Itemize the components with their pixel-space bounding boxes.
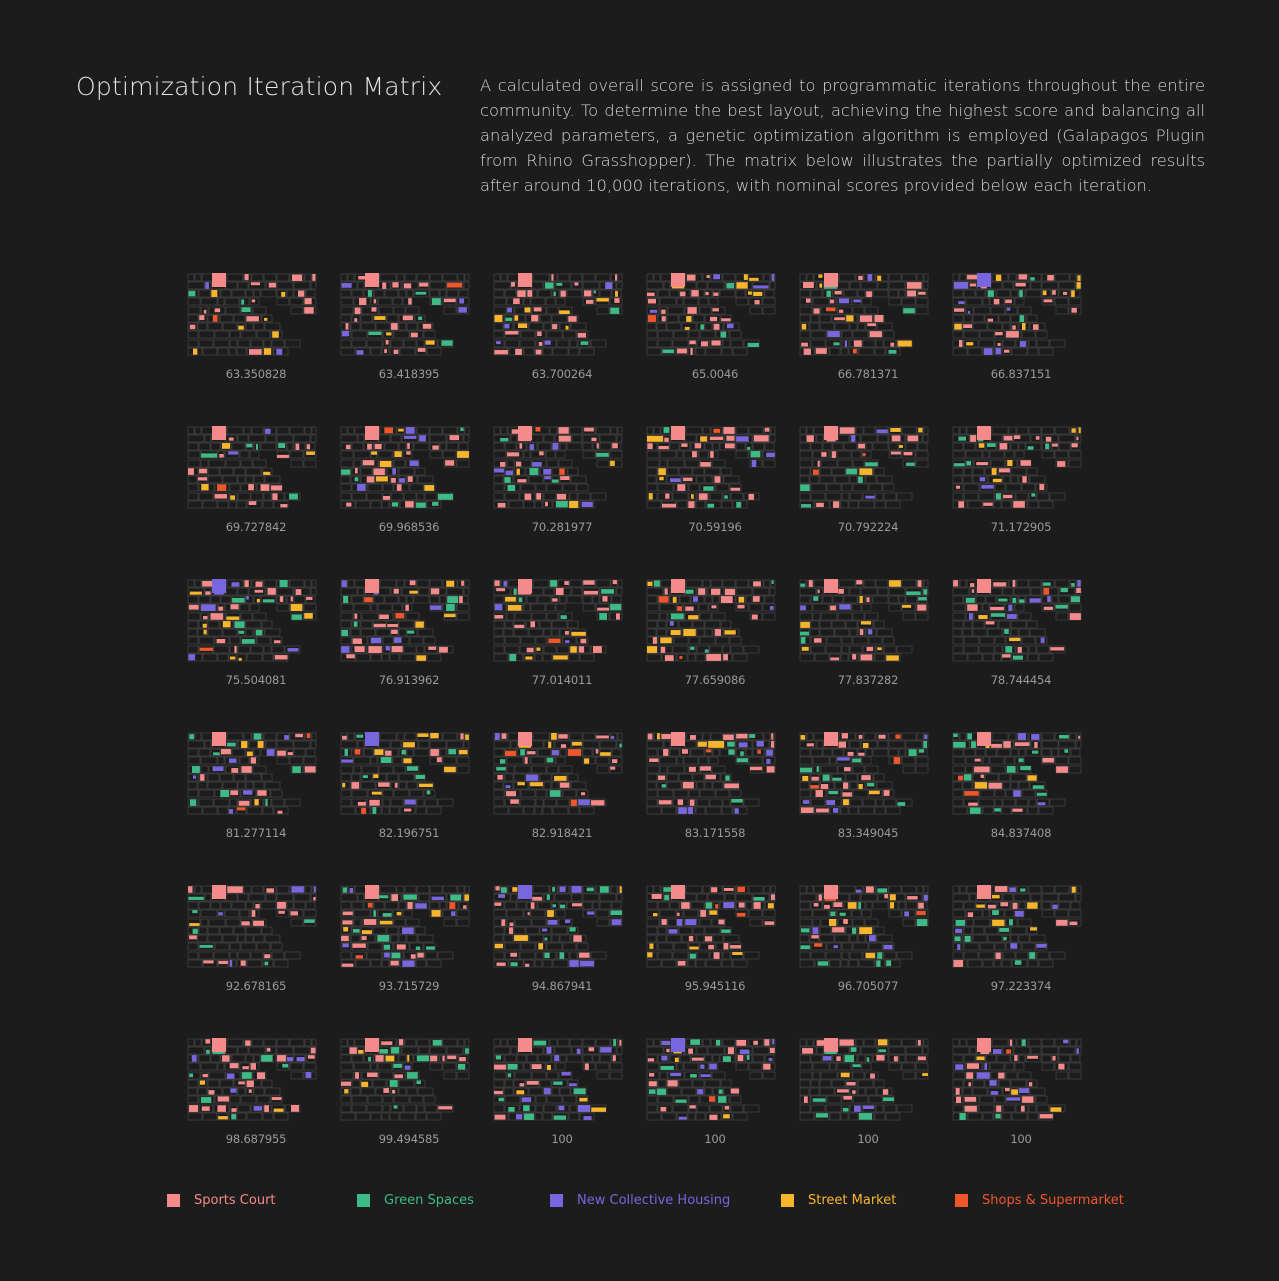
legend-label: Shops & Supermarket bbox=[982, 1193, 1124, 1208]
iteration-score: 77.659086 bbox=[684, 673, 746, 687]
site-plan-diagram bbox=[492, 882, 626, 974]
description: A calculated overall score is assigned to programmatic iterations throughout the entire community. To determine the best layout, achieving the highest score and balancing all analyzed parameters, a genetic optimization algorithm is employed (Galapagos Plugin from Rhino Grasshopper). The matrix below illustrates the partially optimized results after around 10,000 iterations, with nominal scores provided below each iteration. bbox=[480, 76, 1205, 195]
iteration-score: 70.281977 bbox=[531, 520, 593, 534]
site-plan-diagram bbox=[645, 729, 779, 821]
site-plan-diagram bbox=[645, 270, 779, 362]
site-plan-diagram bbox=[186, 423, 320, 515]
legend-label: New Collective Housing bbox=[577, 1193, 731, 1208]
iteration-score: 65.0046 bbox=[691, 367, 739, 381]
legend bbox=[167, 1193, 1167, 1213]
legend-item bbox=[781, 1193, 896, 1208]
site-plan-diagram bbox=[798, 882, 932, 974]
iteration-score: 99.494585 bbox=[378, 1132, 440, 1146]
legend-swatch bbox=[550, 1194, 563, 1207]
iteration-cell bbox=[645, 882, 785, 1000]
iteration-score: 95.945116 bbox=[684, 979, 746, 993]
iteration-score: 83.171558 bbox=[684, 826, 746, 840]
site-plan-diagram bbox=[186, 729, 320, 821]
site-plan-diagram bbox=[951, 423, 1085, 515]
site-plan-diagram bbox=[645, 576, 779, 668]
site-plan-diagram bbox=[186, 270, 320, 362]
legend-swatch bbox=[167, 1194, 180, 1207]
site-plan-diagram bbox=[186, 576, 320, 668]
site-plan-diagram bbox=[645, 1035, 779, 1127]
iteration-cell bbox=[798, 1035, 938, 1153]
site-plan-diagram bbox=[951, 882, 1085, 974]
iteration-cell bbox=[798, 729, 938, 847]
site-plan-diagram bbox=[798, 270, 932, 362]
iteration-score: 93.715729 bbox=[378, 979, 440, 993]
iteration-score: 63.350828 bbox=[225, 367, 287, 381]
iteration-score: 82.918421 bbox=[531, 826, 593, 840]
iteration-cell bbox=[951, 423, 1091, 541]
legend-label: Sports Court bbox=[194, 1193, 276, 1208]
iteration-score: 70.792224 bbox=[837, 520, 899, 534]
iteration-score: 100 bbox=[704, 1132, 726, 1146]
iteration-cell bbox=[798, 423, 938, 541]
legend-item bbox=[550, 1193, 730, 1208]
iteration-cell bbox=[492, 576, 632, 694]
legend-swatch bbox=[781, 1194, 794, 1207]
iteration-score: 77.837282 bbox=[837, 673, 899, 687]
legend-item bbox=[955, 1193, 1124, 1208]
site-plan-diagram bbox=[645, 423, 779, 515]
iteration-cell bbox=[645, 729, 785, 847]
iteration-cell bbox=[186, 270, 326, 388]
site-plan-diagram bbox=[186, 1035, 320, 1127]
legend-item bbox=[357, 1193, 474, 1208]
iteration-score: 100 bbox=[1010, 1132, 1032, 1146]
iteration-cell bbox=[186, 423, 326, 541]
iteration-matrix bbox=[186, 270, 1086, 1150]
iteration-score: 66.837151 bbox=[990, 367, 1052, 381]
legend-label: Green Spaces bbox=[384, 1193, 474, 1208]
site-plan-diagram bbox=[492, 729, 626, 821]
iteration-cell bbox=[492, 423, 632, 541]
iteration-cell bbox=[339, 270, 479, 388]
iteration-score: 96.705077 bbox=[837, 979, 899, 993]
site-plan-diagram bbox=[798, 1035, 932, 1127]
iteration-cell bbox=[492, 1035, 632, 1153]
site-plan-diagram bbox=[798, 729, 932, 821]
iteration-cell bbox=[951, 270, 1091, 388]
iteration-score: 63.700264 bbox=[531, 367, 593, 381]
site-plan-diagram bbox=[951, 1035, 1085, 1127]
site-plan-diagram bbox=[951, 729, 1085, 821]
legend-swatch bbox=[357, 1194, 370, 1207]
iteration-score: 76.913962 bbox=[378, 673, 440, 687]
site-plan-diagram bbox=[492, 1035, 626, 1127]
site-plan-diagram bbox=[339, 882, 473, 974]
iteration-score: 69.727842 bbox=[225, 520, 287, 534]
iteration-cell bbox=[951, 576, 1091, 694]
iteration-cell bbox=[186, 1035, 326, 1153]
iteration-cell bbox=[951, 729, 1091, 847]
legend-item bbox=[167, 1193, 276, 1208]
iteration-score: 97.223374 bbox=[990, 979, 1052, 993]
iteration-score: 69.968536 bbox=[378, 520, 440, 534]
site-plan-diagram bbox=[951, 270, 1085, 362]
iteration-cell bbox=[951, 882, 1091, 1000]
iteration-cell bbox=[186, 729, 326, 847]
iteration-score: 94.867941 bbox=[531, 979, 593, 993]
iteration-cell bbox=[645, 1035, 785, 1153]
iteration-score: 71.172905 bbox=[990, 520, 1052, 534]
iteration-cell bbox=[339, 729, 479, 847]
iteration-cell bbox=[339, 882, 479, 1000]
iteration-cell bbox=[492, 882, 632, 1000]
iteration-cell bbox=[798, 882, 938, 1000]
page-title: Optimization Iteration Matrix bbox=[76, 72, 443, 101]
legend-label: Street Market bbox=[808, 1193, 897, 1208]
site-plan-diagram bbox=[798, 423, 932, 515]
iteration-cell bbox=[951, 1035, 1091, 1153]
iteration-score: 77.014011 bbox=[531, 673, 593, 687]
iteration-cell bbox=[339, 1035, 479, 1153]
iteration-score: 100 bbox=[857, 1132, 879, 1146]
iteration-score: 78.744454 bbox=[990, 673, 1052, 687]
site-plan-diagram bbox=[339, 423, 473, 515]
site-plan-diagram bbox=[492, 423, 626, 515]
iteration-cell bbox=[492, 729, 632, 847]
iteration-cell bbox=[645, 423, 785, 541]
site-plan-diagram bbox=[492, 576, 626, 668]
site-plan-diagram bbox=[186, 882, 320, 974]
iteration-cell bbox=[645, 270, 785, 388]
legend-swatch bbox=[955, 1194, 968, 1207]
iteration-score: 100 bbox=[551, 1132, 573, 1146]
iteration-cell bbox=[186, 576, 326, 694]
iteration-cell bbox=[339, 423, 479, 541]
site-plan-diagram bbox=[798, 576, 932, 668]
iteration-score: 82.196751 bbox=[378, 826, 440, 840]
iteration-score: 81.277114 bbox=[225, 826, 287, 840]
site-plan-diagram bbox=[339, 1035, 473, 1127]
site-plan-diagram bbox=[645, 882, 779, 974]
site-plan-diagram bbox=[492, 270, 626, 362]
iteration-cell bbox=[492, 270, 632, 388]
iteration-score: 83.349045 bbox=[837, 826, 899, 840]
site-plan-diagram bbox=[339, 270, 473, 362]
site-plan-diagram bbox=[339, 729, 473, 821]
iteration-cell bbox=[798, 270, 938, 388]
iteration-score: 66.781371 bbox=[837, 367, 899, 381]
iteration-score: 70.59196 bbox=[688, 520, 742, 534]
iteration-score: 84.837408 bbox=[990, 826, 1052, 840]
iteration-cell bbox=[186, 882, 326, 1000]
iteration-score: 92.678165 bbox=[225, 979, 287, 993]
iteration-score: 98.687955 bbox=[225, 1132, 287, 1146]
site-plan-diagram bbox=[951, 576, 1085, 668]
iteration-cell bbox=[339, 576, 479, 694]
site-plan-diagram bbox=[339, 576, 473, 668]
iteration-score: 63.418395 bbox=[378, 367, 440, 381]
iteration-cell bbox=[645, 576, 785, 694]
iteration-cell bbox=[798, 576, 938, 694]
iteration-score: 75.504081 bbox=[225, 673, 287, 687]
